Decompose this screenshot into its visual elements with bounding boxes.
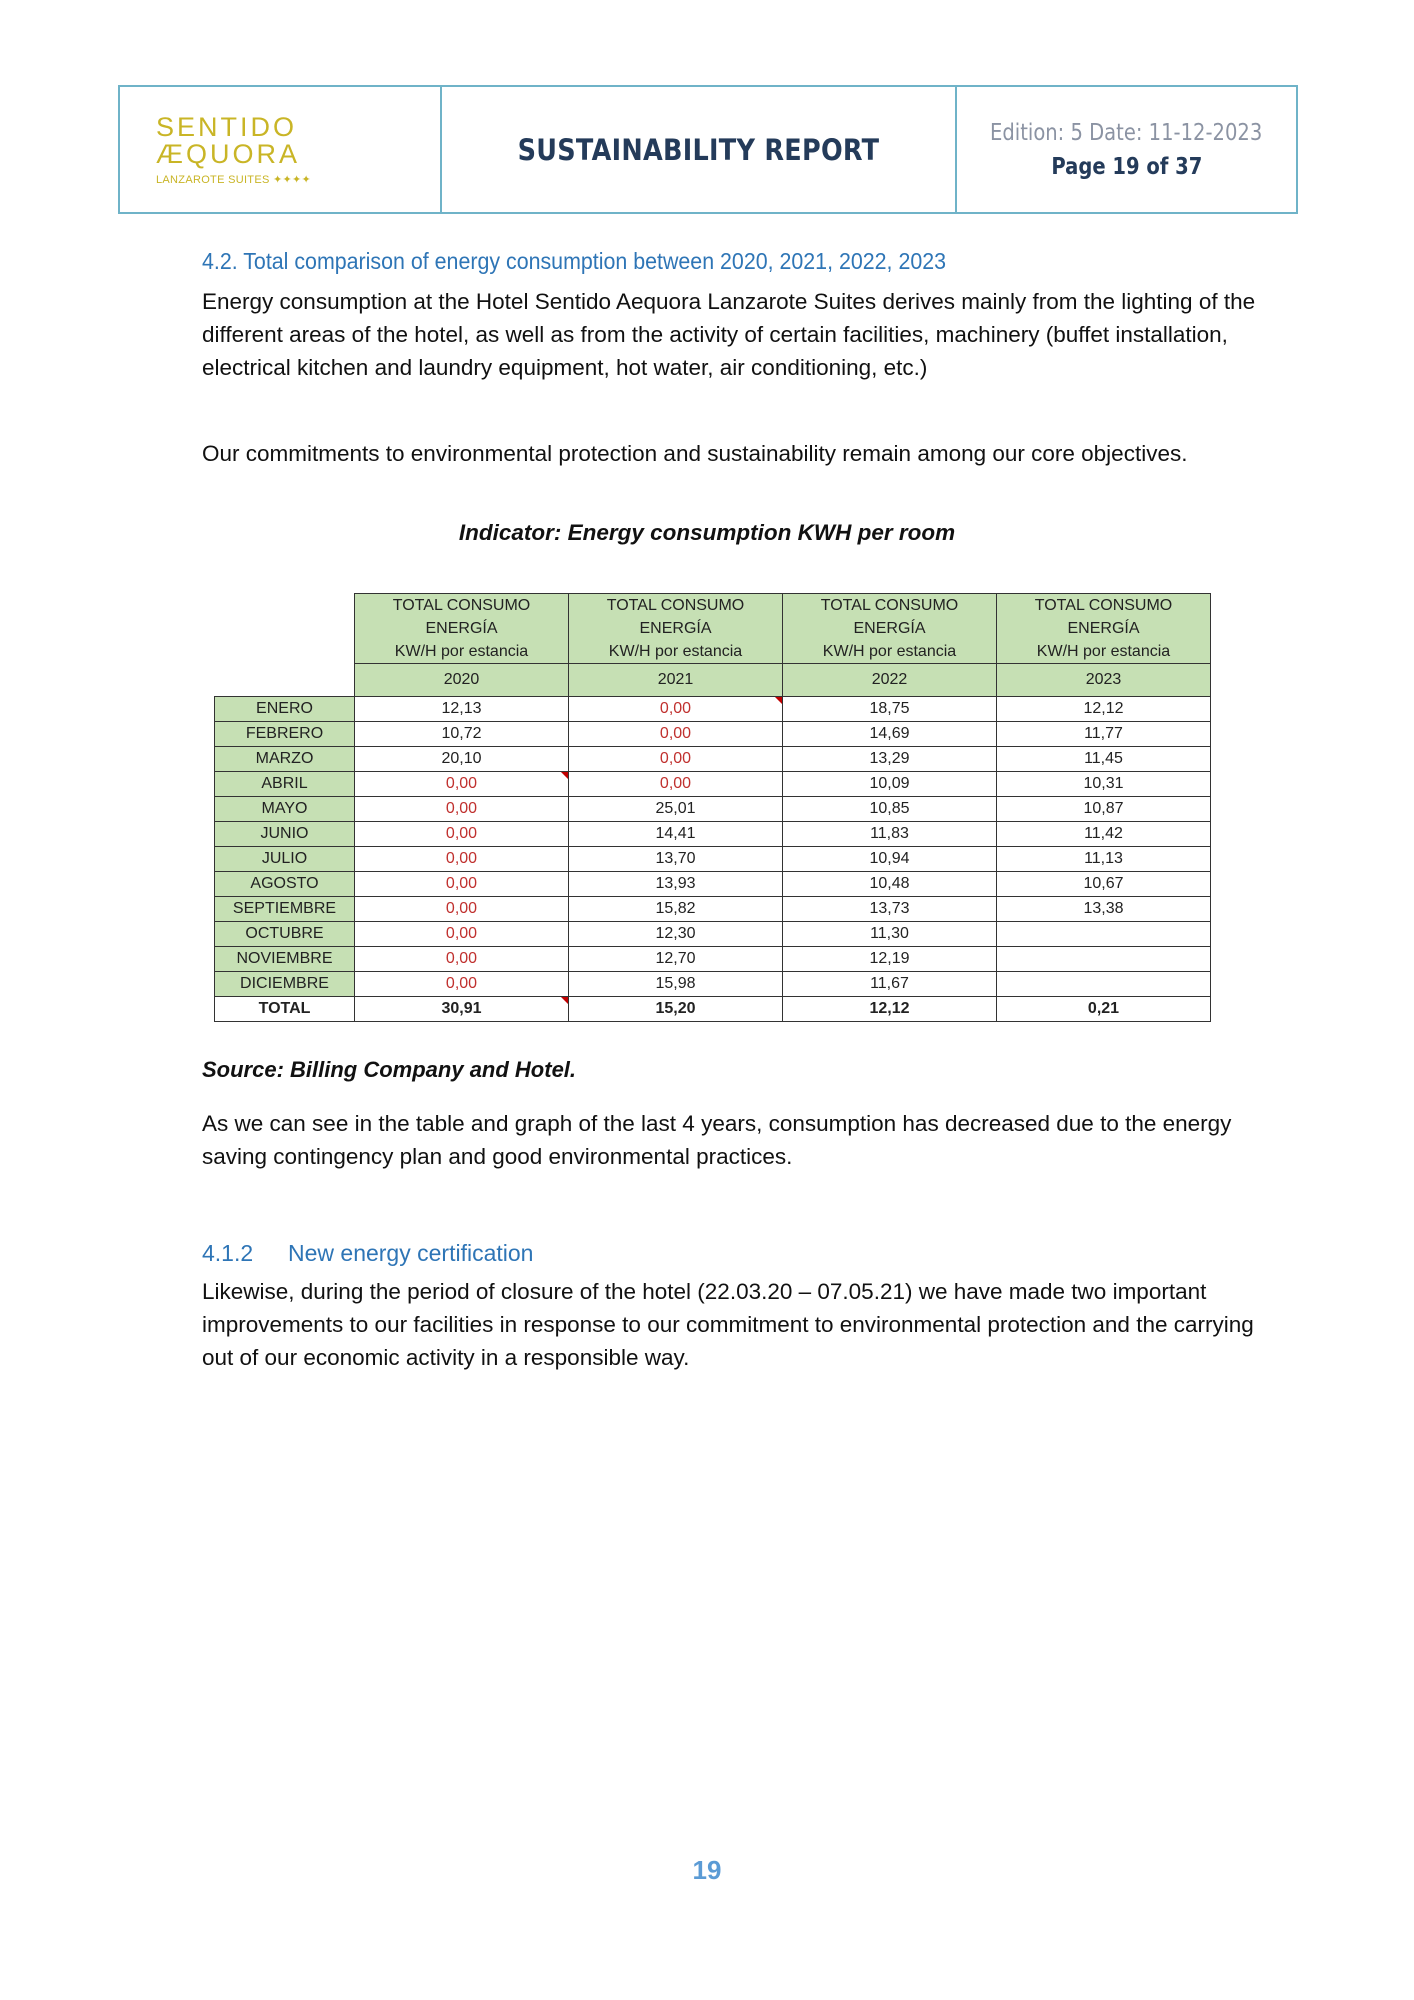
total-2020: 30,91: [355, 997, 569, 1022]
table-row: [215, 747, 1211, 772]
month-label: AGOSTO: [215, 872, 355, 897]
cell-value: 11,30: [783, 922, 997, 947]
cell-value: 0,00: [569, 697, 783, 722]
paragraph-energy-sources: Energy consumption at the Hotel Sentido Aequora Lanzarote Suites derives mainly from the lighting of the different areas of the hotel, as well as from the activity of certain facilities, machinery (buffet installation, electrical kitchen and laundry equipment, hot water, air conditioning, etc.): [202, 289, 1256, 380]
paragraph-certification: Likewise, during the period of closure of the hotel (22.03.20 – 07.05.21) we have made two important improvements to our facilities in response to our commitment to environmental protection and the carrying out of our economic activity in a responsible way.: [202, 1279, 1254, 1370]
table-row: [215, 822, 1211, 847]
report-title-cell: [442, 87, 957, 212]
cell-value: 0,00: [569, 747, 783, 772]
cell-value: 10,31: [997, 772, 1211, 797]
cell-value: 0,00: [355, 772, 569, 797]
total-2022: 12,12: [783, 997, 997, 1022]
cell-value: 0,00: [355, 847, 569, 872]
paragraph-conclusion: As we can see in the table and graph of the last 4 years, consumption has decreased due to the energy saving contingency plan and good environmental practices.: [202, 1111, 1232, 1169]
table-year-row: [215, 664, 1211, 697]
cell-value: 11,42: [997, 822, 1211, 847]
cell-value: 10,09: [783, 772, 997, 797]
cell-value: 11,77: [997, 722, 1211, 747]
cell-value: 12,12: [997, 697, 1211, 722]
cell-value: 20,10: [355, 747, 569, 772]
cell-value: 10,48: [783, 872, 997, 897]
table-corner: [215, 594, 355, 664]
cell-value: 15,98: [569, 972, 783, 997]
cell-value: 10,72: [355, 722, 569, 747]
year-2022: 2022: [783, 664, 997, 697]
cell-value: 0,00: [355, 922, 569, 947]
year-2021: 2021: [569, 664, 783, 697]
table-header-row: [215, 594, 1211, 664]
cell-value: 18,75: [783, 697, 997, 722]
cell-value: 13,93: [569, 872, 783, 897]
cell-value: 14,69: [783, 722, 997, 747]
cell-value: 0,00: [355, 897, 569, 922]
month-label: ABRIL: [215, 772, 355, 797]
cell-value: 10,94: [783, 847, 997, 872]
cell-value: 12,13: [355, 697, 569, 722]
column-header-2021: TOTAL CONSUMO ENERGÍA KW/H por estancia: [569, 594, 783, 664]
year-2023: 2023: [997, 664, 1211, 697]
total-2021: 15,20: [569, 997, 783, 1022]
logo-sub-text: LANZAROTE SUITES ✦✦✦✦: [156, 173, 312, 186]
cell-value: 12,19: [783, 947, 997, 972]
column-header-2023: TOTAL CONSUMO ENERGÍA KW/H por estancia: [997, 594, 1211, 664]
table-row: [215, 897, 1211, 922]
cell-value: [997, 972, 1211, 997]
cell-value: 0,00: [569, 772, 783, 797]
month-label: DICIEMBRE: [215, 972, 355, 997]
subsection-heading: [202, 1240, 533, 1267]
cell-value: 12,70: [569, 947, 783, 972]
month-label: ENERO: [215, 697, 355, 722]
column-header-2022: TOTAL CONSUMO ENERGÍA KW/H por estancia: [783, 594, 997, 664]
page-indicator: Page 19 of 37: [1050, 153, 1203, 180]
cell-value: [997, 922, 1211, 947]
report-meta-cell: [957, 87, 1296, 212]
table-row: [215, 697, 1211, 722]
indicator-caption: Indicator: Energy consumption KWH per room: [458, 520, 956, 545]
cell-value: 12,30: [569, 922, 783, 947]
month-label: JULIO: [215, 847, 355, 872]
table-total-row: [215, 997, 1211, 1022]
table-row: [215, 847, 1211, 872]
cell-value: [997, 947, 1211, 972]
cell-value: 14,41: [569, 822, 783, 847]
cell-value: 0,00: [569, 722, 783, 747]
table-row: [215, 722, 1211, 747]
cell-value: 15,82: [569, 897, 783, 922]
total-label: TOTAL: [215, 997, 355, 1022]
cell-value: 0,00: [355, 822, 569, 847]
table-row: [215, 922, 1211, 947]
month-label: JUNIO: [215, 822, 355, 847]
table-row: [215, 872, 1211, 897]
cell-value: 10,67: [997, 872, 1211, 897]
cell-value: 11,67: [783, 972, 997, 997]
cell-value: 10,85: [783, 797, 997, 822]
cell-value: 0,00: [355, 972, 569, 997]
logo-main-text: SENTIDO ÆQUORA: [156, 111, 301, 169]
table-row: [215, 797, 1211, 822]
edition-date: Edition: 5 Date: 11-12-2023: [990, 119, 1263, 146]
cell-value: 10,87: [997, 797, 1211, 822]
total-2023: 0,21: [997, 997, 1211, 1022]
table-row: [215, 972, 1211, 997]
cell-value: 13,29: [783, 747, 997, 772]
column-header-2020: TOTAL CONSUMO ENERGÍA KW/H por estancia: [355, 594, 569, 664]
paragraph-commitments: Our commitments to environmental protection and sustainability remain among our core objectives.: [202, 441, 1188, 466]
year-2020: 2020: [355, 664, 569, 697]
cell-value: 0,00: [355, 872, 569, 897]
month-label: MARZO: [215, 747, 355, 772]
month-label: FEBRERO: [215, 722, 355, 747]
page-header: [118, 85, 1298, 214]
month-label: NOVIEMBRE: [215, 947, 355, 972]
subsection-title: New energy certification: [288, 1240, 534, 1266]
subsection-number: 4.1.2: [202, 1240, 254, 1266]
month-label: MAYO: [215, 797, 355, 822]
section-heading: 4.2. Total comparison of energy consumption between 2020, 2021, 2022, 2023: [202, 248, 947, 274]
cell-value: 0,00: [355, 947, 569, 972]
table-row: [215, 947, 1211, 972]
logo: [120, 87, 442, 212]
table-row: [215, 772, 1211, 797]
report-title: SUSTAINABILITY REPORT: [517, 132, 880, 167]
month-label: SEPTIEMBRE: [215, 897, 355, 922]
cell-value: 13,38: [997, 897, 1211, 922]
cell-value: 13,70: [569, 847, 783, 872]
source-note: Source: Billing Company and Hotel.: [202, 1057, 577, 1082]
page-number: 19: [692, 1855, 722, 1885]
cell-value: 11,83: [783, 822, 997, 847]
cell-value: 11,45: [997, 747, 1211, 772]
energy-consumption-table: [214, 593, 1211, 1022]
month-label: OCTUBRE: [215, 922, 355, 947]
cell-value: 25,01: [569, 797, 783, 822]
cell-value: 0,00: [355, 797, 569, 822]
cell-value: 11,13: [997, 847, 1211, 872]
cell-value: 13,73: [783, 897, 997, 922]
